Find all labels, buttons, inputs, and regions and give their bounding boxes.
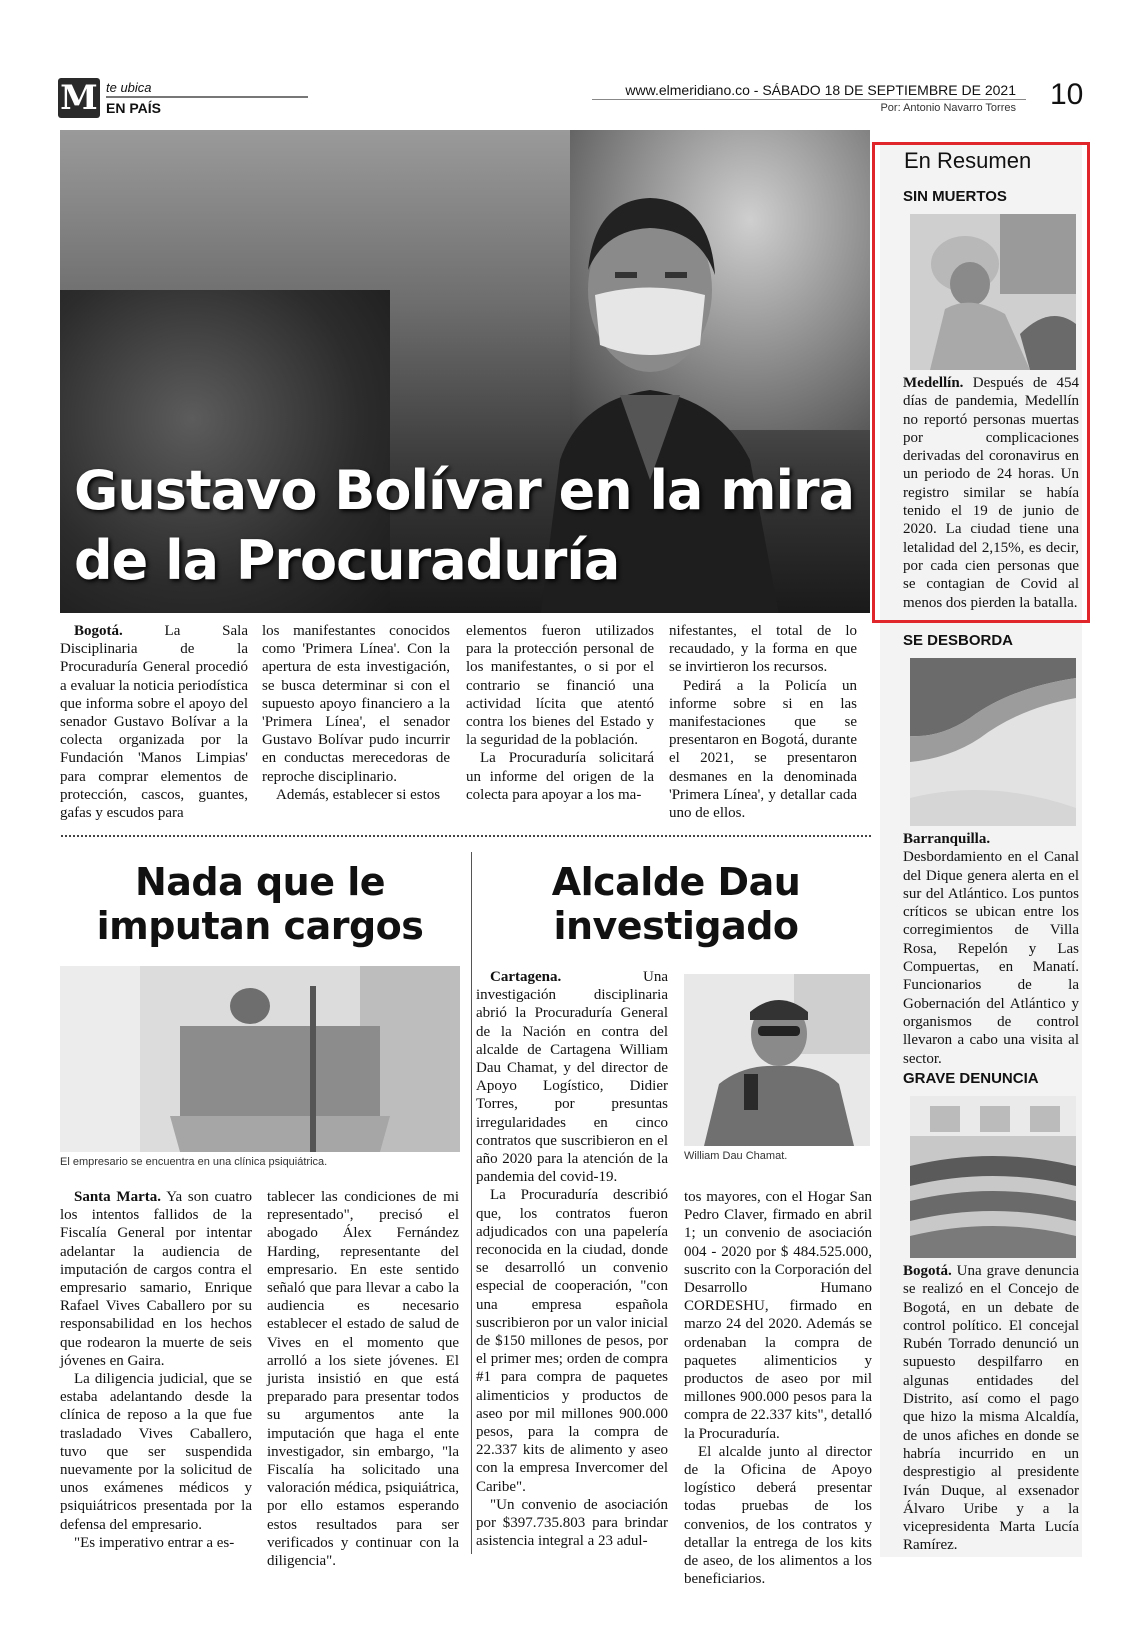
article-left-col-1-text-a: Ya son cuatro los intentos fallidos de la Fiscalía General por intentar adelantar la audiencia de imputación de cargos contra el empresario samario, Enrique Rafael Vives Caballero por su responsabilidad en los hechos que rodearon la muerte de seis jóvenes en Gaira. [60,1189,252,1369]
sidebar-item-1-title: SIN MUERTOS [903,188,1007,205]
article-right-col-1-text-a: Una investigación disciplinaria abrió la Procuraduría General de la Nación en contra del alcalde de Cartagena William Dau Chamat, y del director de Apoyo Logístico, Didier Torres, por presuntas irregularidades en cinco contratos que suscribieron en el año 2020 para la atención de la pandemia del covid-19. [476,969,668,1186]
section-divider [60,834,872,838]
lead-photo [60,130,870,613]
article-left-caption: El empresario se encuentra en una clínica psiquiátrica. [60,1156,328,1168]
header-rule [106,96,308,98]
dateline-rule [592,99,1026,100]
page-number: 10 [1050,78,1084,111]
sidebar-item-3-body [903,1262,1079,1555]
lead-col-4-text-a: nifestantes, el total de lo recaudado, y la forma en que se invirtieron los recursos. [669,623,857,676]
dateline: www.elmeridiano.co - SÁBADO 18 DE SEPTIEMBRE DE 2021 [625,82,1016,98]
article-left-col-1-text-b: La diligencia judicial, que se estaba adelantando desde la clínica de reposo a la que fue trasladado Vives Caballero, tuvo que ser suspendida nuevamente por la solicitud de unos exámenes médicos y psiquiátricos presentada por la defensa del empresario. [60,1371,252,1533]
column-divider [471,852,472,1554]
article-right-city: Cartagena. [490,969,562,985]
sidebar-item-2-city: Barranquilla. [903,831,991,847]
lead-col-3 [466,622,654,804]
medellin-photo [910,214,1076,370]
lead-col-3-text-a: elementos fueron utilizados para la protección personal de los manifestantes, o si por el contrario se financió una actividad lícita que atentó contra los bienes del Estado y la seguridad de la población. [466,623,654,749]
lead-col-1 [60,622,248,822]
article-left-col-1-text-c: "Es imperativo entrar a es- [74,1534,235,1551]
lead-col-2-text-a: los manifestantes conocidos como 'Primera Línea'. Con la apertura de esta investigación, se busca determinar si con el supuesto apoyo financiero a la 'Primera Línea', el senador Gustavo Bolívar pudo incurrir en conductas merecedoras de reproche disciplinario. [262,623,450,785]
article-left-headline: Nada que le imputan cargos [96,860,424,948]
william-dau-photo [684,974,870,1146]
article-right-col-1 [476,968,668,1551]
article-right-col-2-text-a: tos mayores, con el Hogar San Pedro Claver, firmado en abril 1; un convenio de asociación 004 - 2020 por $ 484.525.000, suscrito con la Corporación del Desarrollo Humano CORDESHU, firmado en marzo 24 del 2020. Además se ordenaban la compra de paquetes alimenticios y productos de aseo por mil millones 900.000 pesos para la compra de 22.337 kits", detalló la Procuraduría. [684,1189,872,1442]
article-right-col-1-text-c: "Un convenio de asociación por $397.735.803 para brindar asistencia integral a 23 adul- [476,1496,668,1550]
concejo-bogota-photo [910,1096,1076,1258]
article-right-col-2-text-b: El alcalde junto al director de la Oficina de Apoyo logístico deberá presentar todas pruebas de los convenios, de los contratos y detallar la entrega de los kits de aseo, de los alimentos a los beneficiarios. [684,1443,872,1588]
byline: Por: Antonio Navarro Torres [880,102,1016,114]
sidebar-item-3-text: Una grave denuncia se realizó en el Concejo de Bogotá, en un debate de control político. El concejal Rubén Torrado denunció un supuesto despilfarro en algunas entidades del Distrito, así como el pago que hizo la misma Alcaldía, de unos afiches en donde se habría incurrido en un desprestigio al presidente Iván Duque, al exsenador Álvaro Uribe y a la vicepresidenta Marta Lucía Ramírez. [903,1263,1079,1554]
lead-col-4 [669,622,857,822]
sidebar-item-2-text: Desbordamiento en el Canal del Dique genera alerta en el sur del Atlántico. Los puntos críticos se ubican entre los corregimientos de Villa Rosa, Repelón y Las Compuertas, en Manatí. Funcionarios de la Gobernación del Atlántico y organismos de control llevaron a cabo una visita al sector. [903,849,1079,1067]
article-left-col-2 [267,1188,459,1570]
article-left-col-2-text: tablecer las condiciones de mi representado", precisó el abogado Álex Fernández Harding, representante del empresario. En este sentido señaló que para llevar a cabo la audiencia es necesario establecer el estado de salud de Vives en el momento que arrolló a los siete jóvenes. El jurista insistió en que está preparado para presentar todos su argumentos ante la imputación que haga el ente investigador, sin embargo, "la Fiscalía ha solicitado una valoración médica, psiquiátrica, por ello estamos esperando estos resultados para ser verificados y continuar con la diligencia". [267,1189,459,1570]
canal-del-dique-photo [910,658,1076,826]
lead-headline: Gustavo Bolívar en la mira de la Procuraduría [74,459,855,592]
lead-dateline-city: Bogotá. [74,623,123,639]
sidebar-heading: En Resumen [904,148,1032,173]
section-name: EN PAÍS [106,100,161,116]
article-right-col-1-text-b: La Procuraduría describió que, los contratos fueron adjudicados con una papelería reconocida en la ciudad, donde se desarrolló un convenio especial de cooperación, "con una empresa española suscribieron por un valor inicial de $150 millones de pesos, por el primer mes; orden de compra #1 para compra de paquetes alimenticios y productos de aseo por mil millones 900.000 pesos, para la compra de 22.337 kits de alimento y aseo con la empresa Invercomer del Caribe". [476,1187,668,1495]
logo-tagline: te ubica [106,80,152,95]
article-left-city: Santa Marta. [74,1189,161,1205]
lead-col-3-text-b: La Procuraduría solicitará un informe del origen de la colecta para apoyar a los ma- [466,750,654,803]
sidebar-item-1-city: Medellín. [903,375,964,391]
lead-col-1-text: La Sala Disciplinaria de la Procuraduría General procedió a evaluar la noticia periodística que informa sobre el apoyo del senador Gustavo Bolívar a la colecta organizada por la Fundación 'Manos Limpias' para comprar elementos de protección, cascos, guantes, gafas y escudos para [60,623,248,822]
article-right-col-2 [684,1188,872,1588]
sidebar-item-2-title: SE DESBORDA [903,632,1014,649]
sidebar-item-3-city: Bogotá. [903,1263,952,1279]
clinic-patient-photo [60,966,460,1152]
sidebar-item-1-body [903,374,1079,612]
article-right-caption: William Dau Chamat. [684,1150,788,1162]
article-left-col-1 [60,1188,252,1552]
lead-col-2 [262,622,450,804]
lead-col-2-text-b: Además, establecer si estos [276,786,441,803]
sidebar-item-1-text: Después de 454 días de pandemia, Medellín no reportó personas muertas por complicaciones derivadas del coronavirus en un periodo de 24 horas. Un registro similar se había tenido el 19 de junio de 2020. La ciudad tiene una letalidad del 2,15%, es decir, por cada cien personas que se contagian de Covid al menos dos pierden la batalla. [903,375,1079,611]
article-right-headline: Alcalde Dau investigado [551,860,801,948]
lead-col-4-text-b: Pedirá a la Policía un informe sobre si en las manifestaciones que se presentaron en Bogotá, durante el 2021, se presentaron desmanes en la denominada 'Primera Línea', y detallar cada uno de ellos. [669,677,857,822]
newspaper-logo: M [58,78,100,118]
sidebar-item-3-title: GRAVE DENUNCIA [903,1070,1039,1087]
sidebar-item-2-body [903,830,1079,1068]
